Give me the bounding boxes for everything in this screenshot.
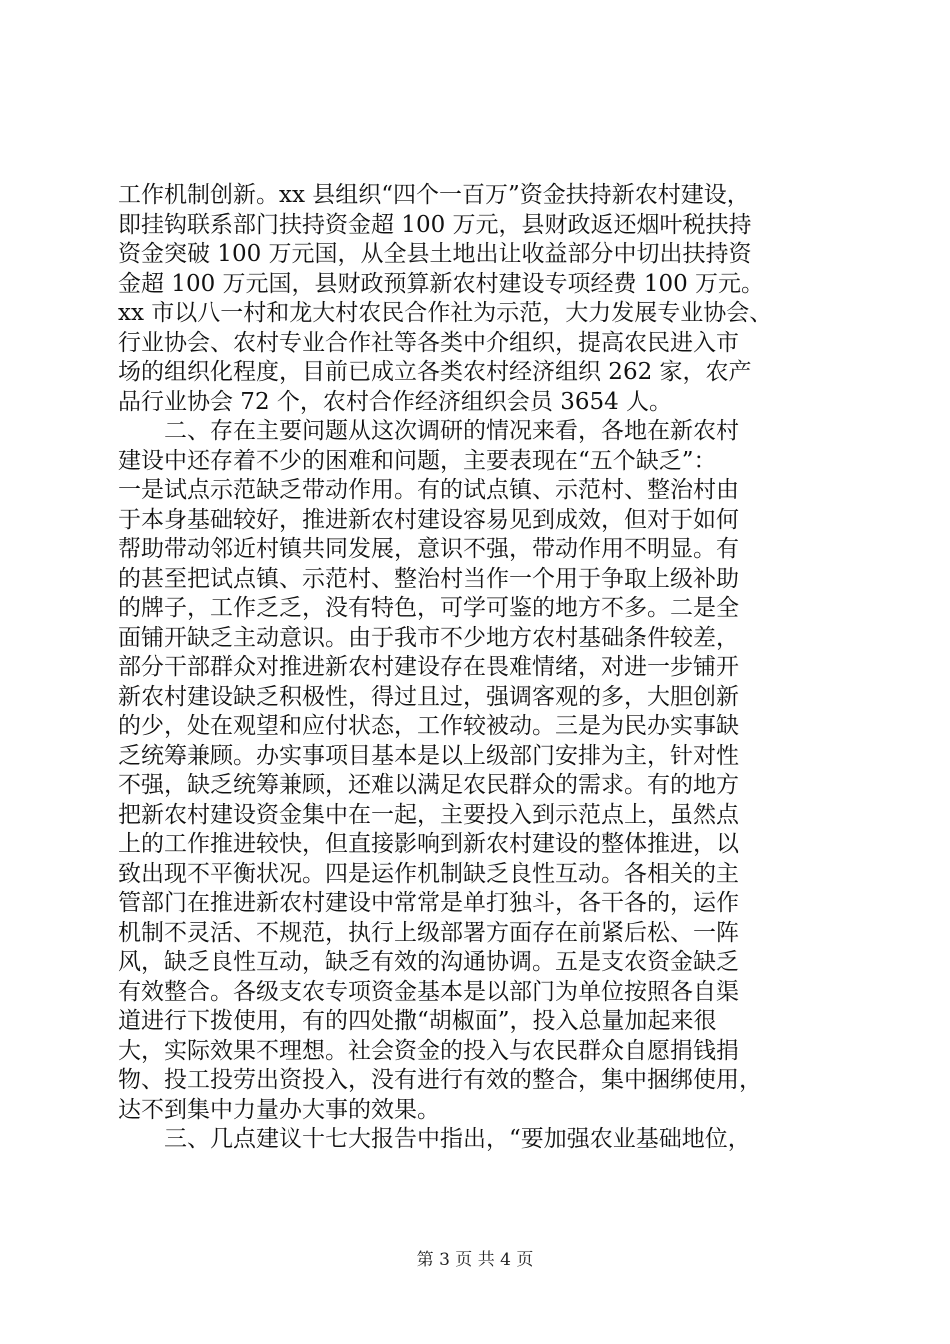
text-line: 的甚至把试点镇、示范村、整治村当作一个用于争取上级补助: [118, 565, 739, 592]
text-line: 的牌子，工作乏乏，没有特色，可学可鉴的地方不多。二是全: [118, 595, 739, 621]
text-line: 达不到集中力量办大事的效果。: [118, 1096, 440, 1123]
text-line: 品行业协会 72 个，农村合作经济组织会员 3654 人。: [118, 388, 673, 415]
text-line: 建设中还存着不少的困难和问题，主要表现在“五个缺乏”：: [118, 447, 717, 474]
text-line: 二、存在主要问题从这次调研的情况来看，各地在新农村: [118, 418, 739, 444]
text-line: 场的组织化程度，目前已成立各类农村经济组织 262 家，农产: [118, 359, 752, 385]
text-line: 致出现不平衡状况。四是运作机制缺乏良性互动。各相关的主: [118, 860, 739, 887]
page-number-footer: 第 3 页 共 4 页: [416, 1250, 534, 1270]
text-line: 风，缺乏良性互动，缺乏有效的沟通协调。五是支农资金缺乏: [118, 949, 739, 975]
text-line: 道进行下拨使用，有的四处撒“胡椒面”，投入总量加起来很: [118, 1008, 717, 1034]
document-body: [118, 181, 832, 1155]
text-line: 面铺开缺乏主动意识。由于我市不少地方农村基础条件较差，: [118, 624, 739, 651]
text-line: 新农村建设缺乏积极性，得过且过，强调客观的多，大胆创新: [118, 683, 739, 710]
text-line: 资金突破 100 万元国，从全县土地出让收益部分中切出扶持资: [118, 241, 752, 267]
text-line: 的少，处在观望和应付状态，工作较被动。三是为民办实事缺: [118, 713, 739, 739]
text-line: 上的工作推进较快，但直接影响到新农村建设的整体推进，以: [118, 831, 739, 857]
text-line: 即挂钩联系部门扶持资金超 100 万元，县财政返还烟叶税扶持: [118, 211, 752, 238]
text-line: 管部门在推进新农村建设中常常是单打独斗，各干各的，运作: [118, 890, 739, 916]
text-line: 部分干部群众对推进新农村建设存在畏难情绪，对进一步铺开: [118, 654, 739, 680]
text-line: 物、投工投劳出资投入，没有进行有效的整合，集中捆绑使用，: [118, 1067, 762, 1093]
text-line: 三、几点建议十七大报告中指出，“要加强农业基础地位，: [118, 1126, 751, 1152]
text-line: 不强，缺乏统筹兼顾，还难以满足农民群众的需求。有的地方: [118, 772, 739, 798]
text-line: 有效整合。各级支农专项资金基本是以部门为单位按照各自渠: [118, 978, 739, 1005]
text-line: xx 市以八一村和龙大村农民合作社为示范，大力发展专业协会、: [118, 300, 773, 326]
text-line: 行业协会、农村专业合作社等各类中介组织，提高农民进入市: [118, 329, 739, 356]
text-line: 帮助带动邻近村镇共同发展，意识不强，带动作用不明显。有: [118, 536, 739, 562]
text-line: 乏统筹兼顾。办实事项目基本是以上级部门安排为主，针对性: [118, 742, 739, 769]
text-line: 工作机制创新。xx 县组织“四个一百万”资金扶持新农村建设，: [118, 182, 750, 208]
text-line: 金超 100 万元国，县财政预算新农村建设专项经费 100 万元。: [118, 270, 765, 297]
text-line: 机制不灵活、不规范，执行上级部署方面存在前紧后松、一阵: [118, 919, 739, 946]
text-line: 于本身基础较好，推进新农村建设容易见到成效，但对于如何: [118, 506, 739, 533]
text-line: 大，实际效果不理想。社会资金的投入与农民群众自愿捐钱捐: [118, 1037, 739, 1064]
text-line: 把新农村建设资金集中在一起，主要投入到示范点上，虽然点: [118, 801, 739, 828]
text-line: 一是试点示范缺乏带动作用。有的试点镇、示范村、整治村由: [118, 477, 739, 503]
